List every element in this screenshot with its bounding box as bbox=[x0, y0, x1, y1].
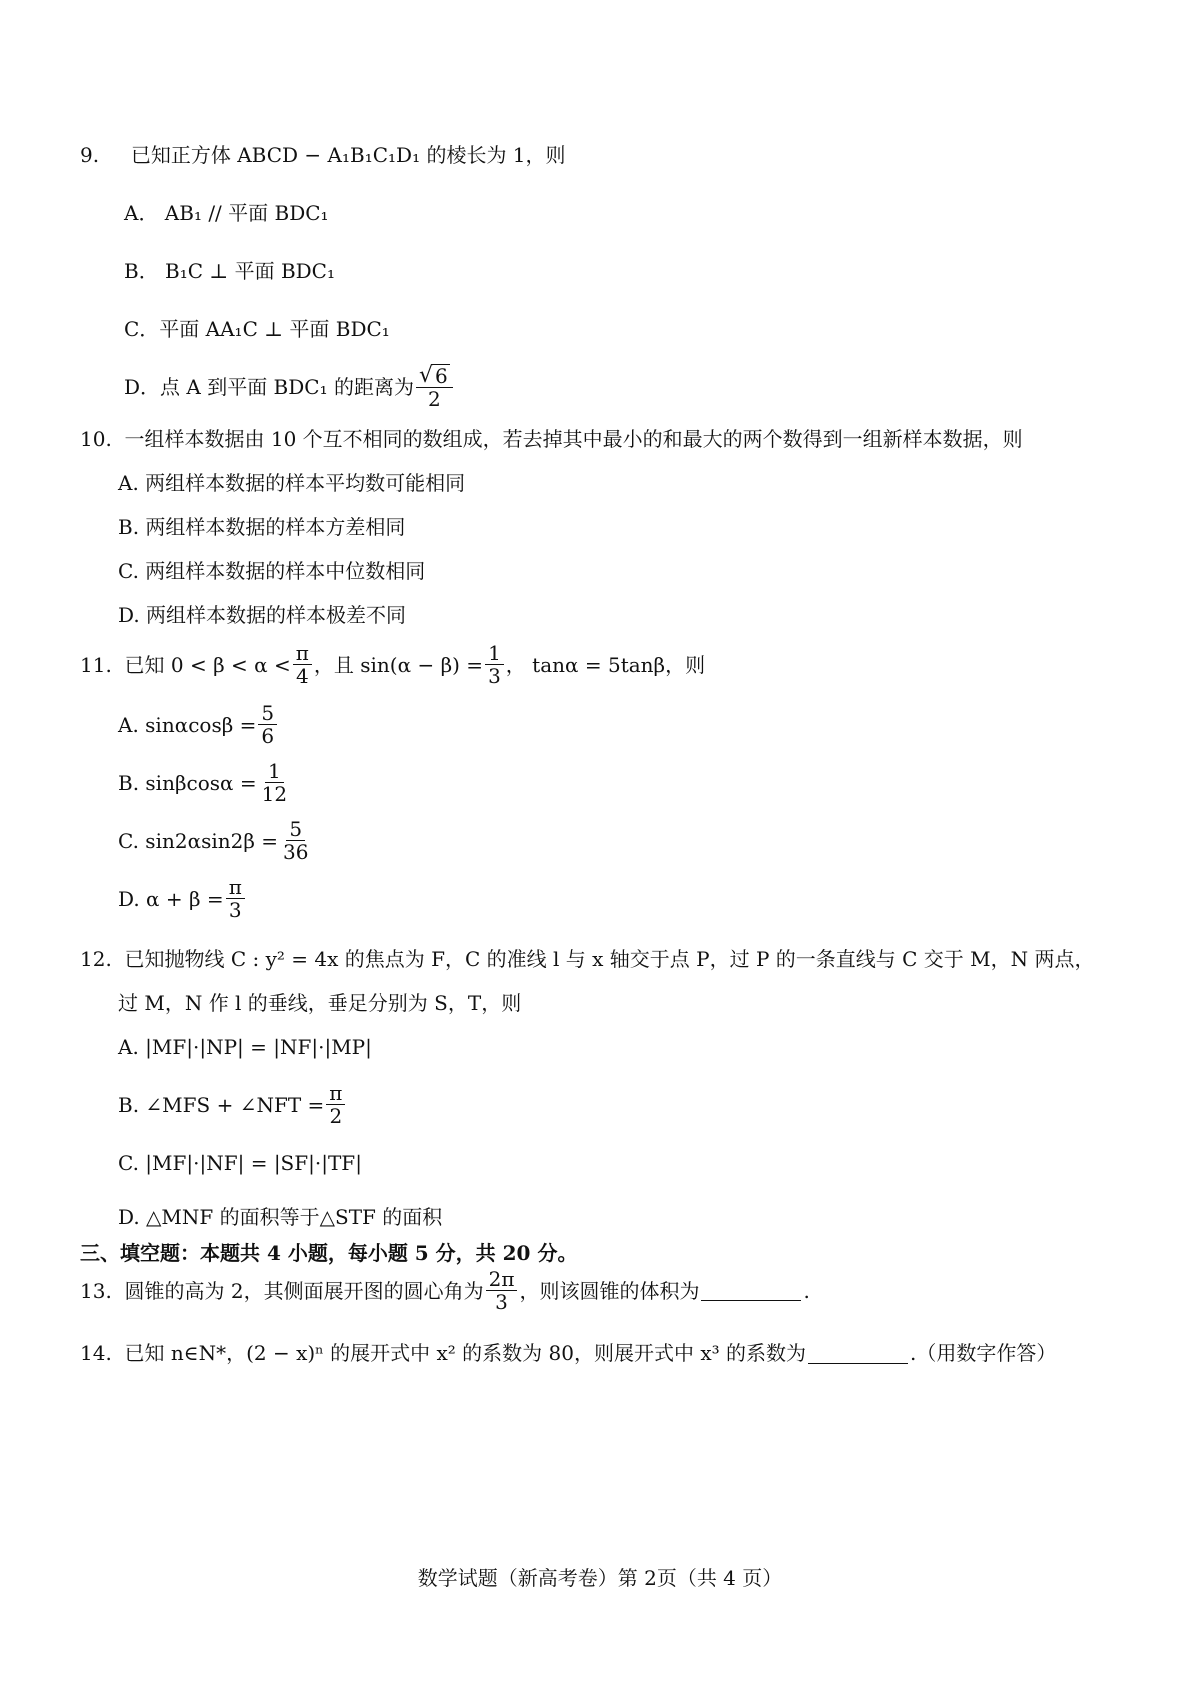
q11-option-c bbox=[118, 818, 313, 863]
q11-stem-part2: ，且 sin(α − β) = bbox=[313, 652, 484, 677]
page-footer: 数学试题（新高考卷）第 2页（共 4 页） bbox=[417, 1566, 783, 1590]
q12-b-fraction bbox=[326, 1082, 345, 1127]
q11-c-num: 5 bbox=[286, 818, 305, 841]
q9-option-b: B． B₁C ⊥ 平面 BDC₁ bbox=[124, 259, 336, 283]
q9-option-a: A． AB₁ // 平面 BDC₁ bbox=[124, 201, 329, 225]
q9-d-numerator: 6 bbox=[435, 364, 448, 388]
q11-a-text: A. sinαcosβ = bbox=[118, 712, 257, 737]
q13 bbox=[80, 1268, 810, 1313]
q11-b-num: 1 bbox=[265, 760, 284, 783]
q12-stem-line2: 过 M，N 作 l 的垂线，垂足分别为 S，T，则 bbox=[118, 991, 522, 1015]
q11-f1-den: 4 bbox=[295, 664, 309, 688]
q11-stem-part1: 11. 已知 0 < β < α < bbox=[80, 652, 291, 677]
q14 bbox=[80, 1340, 1056, 1366]
q12-option-c: C. |MF|·|NF| = |SF|·|TF| bbox=[118, 1151, 362, 1175]
q10-option-b: B. 两组样本数据的样本方差相同 bbox=[118, 515, 406, 539]
q11-option-a bbox=[118, 702, 279, 747]
q11-f1-num: π bbox=[293, 642, 312, 665]
q13-text-a: 13. 圆锥的高为 2，其侧面展开图的圆心角为 bbox=[80, 1278, 484, 1303]
q14-answer-blank bbox=[808, 1343, 908, 1364]
q10-option-c: C. 两组样本数据的样本中位数相同 bbox=[118, 559, 426, 583]
q9-option-c: C．平面 AA₁C ⊥ 平面 BDC₁ bbox=[124, 317, 390, 341]
q10-stem: 10. 一组样本数据由 10 个互不相同的数组成，若去掉其中最小的和最大的两个数得到一组新样本数据，则 bbox=[80, 427, 1023, 451]
q9-d-denominator: 2 bbox=[427, 387, 441, 411]
q11-b-fraction bbox=[259, 760, 290, 805]
q11-d-num: π bbox=[226, 876, 245, 899]
section-heading: 三、填空题：本题共 4 小题，每小题 5 分，共 20 分。 bbox=[80, 1241, 578, 1265]
q14-text-a: 14. 已知 n∈N*，(2 − x)ⁿ 的展开式中 x² 的系数为 80，则展开式中 x³ 的系数为 bbox=[80, 1341, 806, 1365]
q11-fraction-pi-4 bbox=[293, 642, 312, 687]
q13-answer-blank bbox=[701, 1280, 801, 1301]
q9-stem: 9. 已知正方体 ABCD − A₁B₁C₁D₁ 的棱长为 1，则 bbox=[80, 143, 566, 167]
q11-a-den: 6 bbox=[261, 724, 275, 748]
q11-fraction-1-3 bbox=[485, 642, 504, 687]
q9-option-d bbox=[124, 364, 455, 410]
q11-option-b bbox=[118, 760, 292, 805]
q12-option-a: A. |MF|·|NP| = |NF|·|MP| bbox=[118, 1035, 372, 1059]
q10-option-d: D. 两组样本数据的样本极差不同 bbox=[118, 603, 407, 627]
q11-b-text: B. sinβcosα = bbox=[118, 770, 257, 795]
q11-stem bbox=[80, 642, 705, 687]
q13-text-b: ，则该圆锥的体积为 bbox=[519, 1278, 700, 1303]
q9-option-d-fraction bbox=[416, 364, 453, 410]
q12-b-den: 2 bbox=[329, 1104, 343, 1128]
q11-d-fraction bbox=[226, 876, 245, 921]
q12-stem-line1: 12. 已知抛物线 C : y² = 4x 的焦点为 F，C 的准线 l 与 x 轴交于点 P，过 P 的一条直线与 C 交于 M，N 两点， bbox=[80, 947, 1095, 971]
q12-b-num: π bbox=[326, 1082, 345, 1105]
q11-f2-num: 1 bbox=[485, 642, 504, 665]
q11-a-fraction bbox=[258, 702, 277, 747]
q11-option-d bbox=[118, 876, 247, 921]
q13-text-c: . bbox=[803, 1278, 810, 1303]
q14-text-b: .（用数字作答） bbox=[910, 1341, 1057, 1365]
q11-stem-part3: ， tanα = 5tanβ，则 bbox=[505, 652, 706, 677]
q11-f2-den: 3 bbox=[488, 664, 501, 688]
q11-c-den: 36 bbox=[283, 840, 309, 864]
q12-option-b bbox=[118, 1082, 347, 1127]
q10-option-a: A. 两组样本数据的样本平均数可能相同 bbox=[118, 471, 466, 495]
q12-option-d: D. △MNF 的面积等于△STF 的面积 bbox=[118, 1205, 443, 1229]
sqrt-symbol: √ 6 bbox=[416, 364, 453, 388]
q11-c-text: C. sin2αsin2β = bbox=[118, 828, 279, 853]
q11-c-fraction bbox=[280, 818, 311, 863]
q12-b-text: B. ∠MFS + ∠NFT = bbox=[118, 1092, 325, 1117]
q11-d-den: 3 bbox=[228, 898, 242, 922]
q11-a-num: 5 bbox=[258, 702, 277, 725]
q13-fraction bbox=[486, 1268, 518, 1313]
q9-option-d-text: D．点 A 到平面 BDC₁ 的距离为 bbox=[124, 375, 414, 399]
q13-num: 2π bbox=[486, 1268, 518, 1291]
q13-den: 3 bbox=[495, 1290, 508, 1314]
q11-d-text: D. α + β = bbox=[118, 886, 224, 911]
q11-b-den: 12 bbox=[261, 782, 288, 806]
